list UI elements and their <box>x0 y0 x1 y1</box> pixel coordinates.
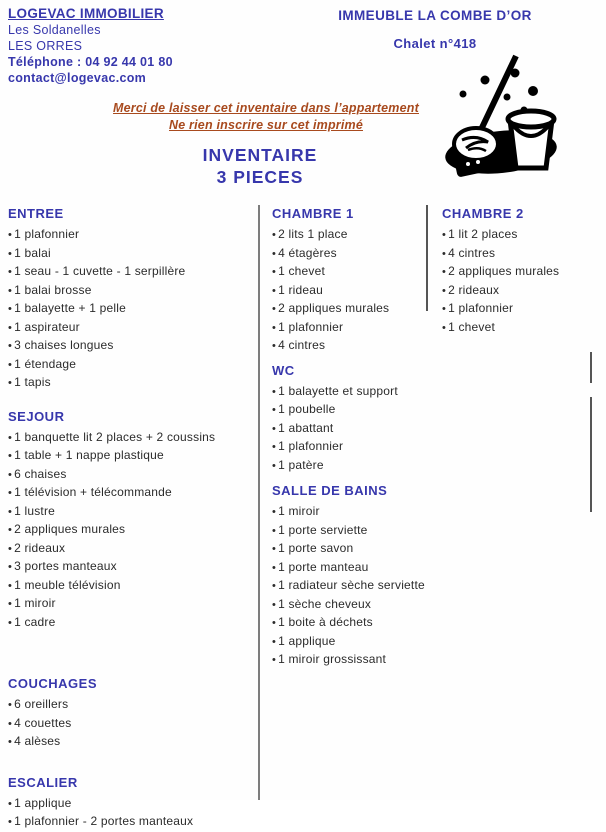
agency-email: contact@logevac.com <box>8 71 147 85</box>
bullet-icon: • <box>272 617 277 629</box>
inventory-item <box>8 484 250 503</box>
inventory-item <box>8 263 250 282</box>
bullet-icon: • <box>442 303 447 315</box>
inventory-item <box>272 503 420 522</box>
item-text: 1 plafonnier <box>278 439 344 453</box>
section-sejour <box>8 408 250 633</box>
item-text: 3 portes manteaux <box>14 559 117 573</box>
item-text: 1 balayette + 1 pelle <box>14 301 127 315</box>
bullet-icon: • <box>8 266 13 278</box>
inventory-item <box>272 401 420 420</box>
bullet-icon: • <box>8 431 13 444</box>
inventory-item <box>272 577 425 596</box>
bullet-icon: • <box>8 377 13 389</box>
inventory-item <box>8 300 250 319</box>
bullet-icon: • <box>8 524 13 536</box>
item-text: 4 étagères <box>278 245 337 260</box>
document-title <box>0 144 520 188</box>
bullet-icon: • <box>8 699 13 711</box>
inventory-item <box>442 300 590 319</box>
inventory-item <box>272 337 420 356</box>
item-text: 6 chaises <box>14 466 67 481</box>
inventory-item <box>8 795 250 814</box>
item-text: 1 patère <box>278 457 324 472</box>
bullet-icon: • <box>272 580 277 592</box>
item-text: 2 lits 1 place <box>278 227 348 241</box>
item-text: 6 oreillers <box>14 697 69 711</box>
bullet-icon: • <box>272 635 277 648</box>
bullet-icon: • <box>8 505 13 518</box>
bullet-icon: • <box>272 441 277 453</box>
bullet-icon: • <box>8 816 13 828</box>
inventory-item <box>272 540 420 559</box>
notice-line-1: Merci de laisser cet inventaire dans l’appartement <box>113 101 419 115</box>
inventory-item <box>272 282 420 301</box>
inventory-item <box>272 651 420 670</box>
inventory-item <box>8 696 250 715</box>
agency-name: LOGEVAC IMMOBILIER <box>8 6 164 21</box>
item-text: 2 appliques murales <box>278 301 390 315</box>
bullet-icon: • <box>8 579 13 592</box>
inventory-item <box>8 282 250 301</box>
title-line-1: INVENTAIRE <box>202 145 318 165</box>
inventory-item <box>8 226 250 245</box>
agency-city: LES ORRES <box>8 39 83 53</box>
item-text: 1 étendage <box>14 356 77 371</box>
building-header <box>300 8 570 51</box>
bullet-icon: • <box>272 266 277 278</box>
item-text: 1 chevet <box>448 319 496 334</box>
inventory-column-right <box>442 205 590 337</box>
bullet-icon: • <box>442 229 447 241</box>
item-text: 1 applique <box>278 633 336 648</box>
bullet-icon: • <box>442 321 447 334</box>
item-text: 1 poubelle <box>278 402 336 416</box>
inventory-item <box>442 245 590 264</box>
item-text: 2 appliques murales <box>448 264 560 278</box>
inventory-item <box>8 374 250 393</box>
bullet-icon: • <box>442 284 447 297</box>
bullet-icon: • <box>8 340 13 352</box>
item-text: 1 aspirateur <box>14 319 80 334</box>
bullet-icon: • <box>272 385 277 398</box>
bullet-icon: • <box>272 598 277 611</box>
section-heading: COUCHAGES <box>8 676 98 691</box>
inventory-item <box>272 438 420 457</box>
item-text: 4 alèses <box>14 734 61 748</box>
bullet-icon: • <box>272 422 277 435</box>
page-edge-mark-bottom <box>590 397 592 512</box>
inventory-item <box>272 420 420 439</box>
inventory-item <box>272 596 420 615</box>
item-text: 1 applique <box>14 795 72 810</box>
section-heading: CHAMBRE 1 <box>272 206 354 221</box>
bullet-icon: • <box>8 303 13 315</box>
inventory-item <box>442 319 590 338</box>
item-text: 1 seau - 1 cuvette - 1 serpillère <box>14 264 186 278</box>
inventory-item <box>442 263 590 282</box>
notice <box>0 100 532 134</box>
bullet-icon: • <box>272 654 277 666</box>
inventory-item <box>8 466 250 485</box>
bullet-icon: • <box>8 450 13 462</box>
item-text: 2 rideaux <box>14 540 66 555</box>
inventory-item <box>8 614 250 633</box>
inventory-item <box>272 319 420 338</box>
page-edge-mark-top <box>590 352 592 383</box>
bullet-icon: • <box>272 247 277 260</box>
bullet-icon: • <box>8 358 13 371</box>
inventory-item <box>8 558 250 577</box>
building-title: IMMEUBLE LA COMBE D’OR <box>338 8 532 23</box>
inventory-item <box>272 614 420 633</box>
inventory-item <box>8 503 250 522</box>
inventory-item <box>8 733 250 752</box>
item-text: 1 miroir grossissant <box>278 652 387 666</box>
bullet-icon: • <box>8 736 13 748</box>
bullet-icon: • <box>8 797 13 810</box>
bullet-icon: • <box>272 561 277 574</box>
agency-header <box>8 6 173 86</box>
bullet-icon: • <box>272 321 277 334</box>
item-text: 4 cintres <box>278 338 326 352</box>
notice-line-2: Ne rien inscrire sur cet imprimé <box>169 118 363 132</box>
section-chambre-1 <box>272 205 420 356</box>
column-divider-right <box>426 205 428 311</box>
item-text: 1 télévision + télécommande <box>14 485 172 499</box>
item-text: 1 plafonnier <box>14 227 80 241</box>
inventory-column-middle <box>272 205 425 670</box>
bullet-icon: • <box>8 284 13 297</box>
section-heading: CHAMBRE 2 <box>442 206 524 221</box>
bullet-icon: • <box>8 487 13 499</box>
inventory-item <box>272 522 420 541</box>
section-heading: SEJOUR <box>8 408 65 424</box>
section-heading: ENTREE <box>8 206 64 221</box>
item-text: 1 lustre <box>14 503 56 518</box>
title-line-2: 3 PIECES <box>216 167 304 187</box>
section-entree <box>8 205 250 393</box>
item-text: 1 rideau <box>278 282 324 297</box>
bullet-icon: • <box>272 459 277 472</box>
bullet-icon: • <box>272 229 277 241</box>
item-text: 1 table + 1 nappe plastique <box>14 448 164 462</box>
bullet-icon: • <box>272 284 277 297</box>
inventory-item <box>8 319 250 338</box>
section-salle-de-bains <box>272 482 425 670</box>
bullet-icon: • <box>272 506 277 518</box>
inventory-item <box>272 226 420 245</box>
section-heading: SALLE DE BAINS <box>272 483 388 498</box>
item-text: 3 chaises longues <box>14 338 114 352</box>
item-text: 1 lit 2 places <box>448 227 518 241</box>
item-text: 1 plafonnier - 2 portes manteaux <box>14 814 194 828</box>
column-divider-left <box>258 205 260 800</box>
bullet-icon: • <box>272 404 277 416</box>
inventory-item <box>272 263 420 282</box>
bullet-icon: • <box>8 468 13 481</box>
inventory-item <box>272 245 420 264</box>
section-couchages <box>8 675 250 752</box>
inventory-item <box>272 633 420 652</box>
item-text: 1 porte savon <box>278 541 354 555</box>
section-heading: ESCALIER <box>8 774 78 790</box>
bullet-icon: • <box>8 542 13 555</box>
bullet-icon: • <box>8 717 13 730</box>
item-text: 1 sèche cheveux <box>278 596 372 611</box>
item-text: 2 rideaux <box>448 282 500 297</box>
section-heading: WC <box>272 362 295 378</box>
chalet-number: Chalet n°418 <box>393 36 477 51</box>
section-wc <box>272 362 420 476</box>
item-text: 1 porte serviette <box>278 522 368 537</box>
item-text: 1 radiateur sèche serviette <box>278 578 425 592</box>
item-text: 1 cadre <box>14 614 56 629</box>
item-text: 1 miroir <box>278 504 320 518</box>
bullet-icon: • <box>8 229 13 241</box>
bullet-icon: • <box>442 266 447 278</box>
bullet-icon: • <box>8 598 13 610</box>
item-text: 1 balai <box>14 245 51 260</box>
bullet-icon: • <box>272 340 277 352</box>
inventory-item <box>8 521 250 540</box>
item-text: 1 abattant <box>278 420 334 435</box>
item-text: 1 plafonnier <box>278 319 344 334</box>
item-text: 1 meuble télévision <box>14 577 121 592</box>
bullet-icon: • <box>442 247 447 260</box>
inventory-item <box>8 595 250 614</box>
item-text: 1 balayette et support <box>278 383 398 398</box>
inventory-item <box>8 715 250 734</box>
item-text: 4 couettes <box>14 715 72 730</box>
item-text: 1 tapis <box>14 375 51 389</box>
inventory-item <box>272 383 420 402</box>
inventory-item <box>8 577 250 596</box>
agency-phone: Téléphone : 04 92 44 01 80 <box>8 55 173 69</box>
inventory-item <box>272 559 420 578</box>
inventory-item <box>442 226 590 245</box>
inventory-item <box>8 429 250 448</box>
bullet-icon: • <box>272 543 277 555</box>
bullet-icon: • <box>272 524 277 537</box>
item-text: 1 chevet <box>278 264 326 278</box>
inventory-item <box>8 447 250 466</box>
bullet-icon: • <box>8 321 13 334</box>
item-text: 1 banquette lit 2 places + 2 coussins <box>14 429 216 444</box>
item-text: 4 cintres <box>448 245 496 260</box>
inventory-item <box>272 457 420 476</box>
bullet-icon: • <box>8 247 13 260</box>
section-chambre-2 <box>442 205 590 337</box>
item-text: 1 porte manteau <box>278 559 369 574</box>
item-text: 1 plafonnier <box>448 301 514 315</box>
section-escalier <box>8 774 250 832</box>
inventory-item <box>8 356 250 375</box>
inventory-item <box>8 540 250 559</box>
item-text: 2 appliques murales <box>14 522 126 536</box>
item-text: 1 balai brosse <box>14 282 92 297</box>
inventory-item <box>442 282 590 301</box>
inventory-column-left <box>8 205 250 832</box>
bullet-icon: • <box>272 303 277 315</box>
inventory-item <box>8 337 250 356</box>
inventory-item <box>8 813 250 832</box>
bullet-icon: • <box>8 616 13 629</box>
inventory-item <box>272 300 420 319</box>
inventory-item <box>8 245 250 264</box>
bullet-icon: • <box>8 561 13 573</box>
item-text: 1 boite à déchets <box>278 615 373 629</box>
agency-residence: Les Soldanelles <box>8 23 101 37</box>
item-text: 1 miroir <box>14 596 56 610</box>
